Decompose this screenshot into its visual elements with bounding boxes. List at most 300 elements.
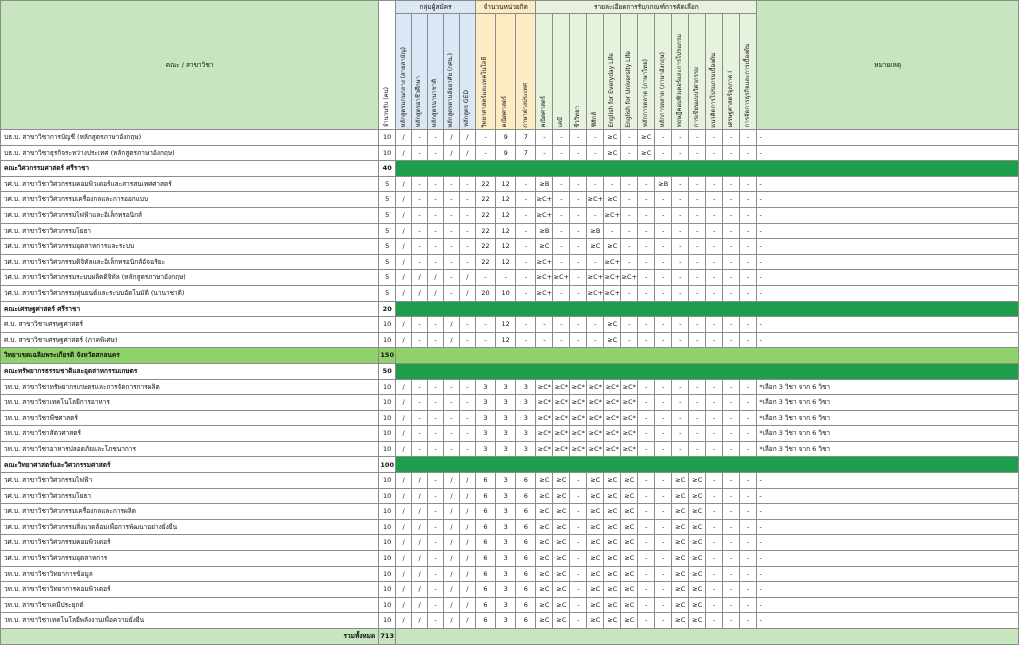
table-cell: - xyxy=(638,223,655,239)
table-cell: 3 xyxy=(496,535,516,551)
table-cell: 12 xyxy=(496,192,516,208)
major-name: วศ.บ. สาขาวิชาวิศวกรรมเครื่องกลและการออกแบบ xyxy=(1,192,379,208)
table-cell: - xyxy=(655,145,672,161)
table-cell: - xyxy=(689,145,706,161)
campus-bar xyxy=(396,348,1019,364)
table-cell: ≥C* xyxy=(587,379,604,395)
table-cell: ≥C+ xyxy=(536,207,553,223)
table-cell: ≥C xyxy=(604,551,621,567)
table-cell: - xyxy=(706,176,723,192)
major-name: วท.บ. สาขาวิชาพืชศาสตร์ xyxy=(1,410,379,426)
table-cell: ≥C xyxy=(536,535,553,551)
table-cell: - xyxy=(723,582,740,598)
table-cell: ≥C* xyxy=(570,441,587,457)
table-cell: 6 xyxy=(475,582,495,598)
table-cell: ≥C xyxy=(587,566,604,582)
table-cell: - xyxy=(428,535,444,551)
table-cell: - xyxy=(638,207,655,223)
table-cell: / xyxy=(396,207,412,223)
table-cell: - xyxy=(459,176,475,192)
table-cell: - xyxy=(459,254,475,270)
table-cell: - xyxy=(672,332,689,348)
table-cell: ≥C xyxy=(536,473,553,489)
table-cell: - xyxy=(706,270,723,286)
table-cell: - xyxy=(740,223,757,239)
faculty-quota: 40 xyxy=(379,161,396,177)
table-cell: 22 xyxy=(475,176,495,192)
table-cell: / xyxy=(396,551,412,567)
table-cell: - xyxy=(689,317,706,333)
table-cell: - xyxy=(740,426,757,442)
quota-cell: 10 xyxy=(379,379,396,395)
table-cell: ≥C* xyxy=(553,441,570,457)
table-cell: - xyxy=(723,223,740,239)
major-name: ศ.บ. สาขาวิชาเศรษฐศาสตร์ xyxy=(1,317,379,333)
table-cell: ≥C* xyxy=(536,426,553,442)
table-cell: - xyxy=(412,332,428,348)
table-cell: - xyxy=(655,519,672,535)
table-cell: - xyxy=(459,317,475,333)
table-cell: - xyxy=(740,519,757,535)
table-cell: ≥C xyxy=(536,566,553,582)
faculty-bar xyxy=(396,363,1019,379)
quota-cell: 5 xyxy=(379,254,396,270)
table-row xyxy=(1,317,1019,333)
quota-cell: 5 xyxy=(379,285,396,301)
table-cell: ≥C xyxy=(689,582,706,598)
table-cell: - xyxy=(655,207,672,223)
table-cell: / xyxy=(459,613,475,629)
table-cell: - xyxy=(516,285,536,301)
table-cell: 6 xyxy=(475,535,495,551)
quota-cell: 5 xyxy=(379,270,396,286)
table-row xyxy=(1,504,1019,520)
table-cell: - xyxy=(740,473,757,489)
table-cell: - xyxy=(570,566,587,582)
table-cell: / xyxy=(396,176,412,192)
major-name: วท.บ. สาขาวิชาเทคโนโลยีการอาหาร xyxy=(1,395,379,411)
table-cell: - xyxy=(459,192,475,208)
table-cell: - xyxy=(740,535,757,551)
table-cell: ≥C+ xyxy=(621,270,638,286)
table-cell: ≥C xyxy=(604,332,621,348)
table-cell: 3 xyxy=(516,426,536,442)
table-cell: - xyxy=(706,192,723,208)
table-cell: / xyxy=(459,473,475,489)
table-cell: ≥C xyxy=(536,597,553,613)
table-cell: - xyxy=(689,395,706,411)
major-name: บธ.บ. สาขาวิชาธุรกิจระหว่างประเทศ (หลักสูตรภาษาอังกฤษ) xyxy=(1,145,379,161)
table-cell: ≥C+ xyxy=(536,192,553,208)
faculty-quota: 100 xyxy=(379,457,396,473)
faculty-row xyxy=(1,161,1019,177)
table-cell: / xyxy=(396,441,412,457)
table-cell: / xyxy=(396,566,412,582)
table-cell: - xyxy=(570,597,587,613)
remark-cell: - xyxy=(757,504,1019,520)
column-header-credit: วิทยาศาสตร์และเทคโนโลยี xyxy=(475,14,495,130)
table-row xyxy=(1,285,1019,301)
table-cell: 6 xyxy=(475,473,495,489)
table-cell: - xyxy=(723,566,740,582)
table-cell: 22 xyxy=(475,223,495,239)
table-cell: - xyxy=(412,395,428,411)
table-cell: 3 xyxy=(516,441,536,457)
table-cell: / xyxy=(412,582,428,598)
table-cell: 3 xyxy=(475,426,495,442)
table-cell: - xyxy=(553,254,570,270)
table-row xyxy=(1,239,1019,255)
table-cell: ≥C xyxy=(672,566,689,582)
table-cell: 6 xyxy=(475,488,495,504)
table-cell: - xyxy=(740,410,757,426)
table-cell: - xyxy=(412,441,428,457)
table-cell: - xyxy=(428,426,444,442)
table-row xyxy=(1,207,1019,223)
remark-cell: - xyxy=(757,239,1019,255)
table-cell: ≥C xyxy=(587,488,604,504)
table-cell: - xyxy=(412,254,428,270)
quota-cell: 10 xyxy=(379,441,396,457)
table-cell: ≥C* xyxy=(621,426,638,442)
table-cell: - xyxy=(621,332,638,348)
table-cell: / xyxy=(396,270,412,286)
table-cell: - xyxy=(723,332,740,348)
table-cell: - xyxy=(570,504,587,520)
major-name: วศ.บ. สาขาวิชาวิศวกรรมโยธา xyxy=(1,223,379,239)
table-cell: - xyxy=(672,254,689,270)
table-cell: ≥C* xyxy=(621,441,638,457)
table-cell: - xyxy=(443,207,459,223)
table-cell: ≥C xyxy=(672,504,689,520)
table-cell: - xyxy=(428,597,444,613)
remark-cell: - xyxy=(757,551,1019,567)
table-cell: - xyxy=(655,535,672,551)
table-cell: ≥C xyxy=(621,613,638,629)
table-cell: 10 xyxy=(496,285,516,301)
table-cell: ≥C xyxy=(672,535,689,551)
major-name: วศ.บ. สาขาวิชาวิศวกรรมคอมพิวเตอร์ xyxy=(1,535,379,551)
table-cell: - xyxy=(723,192,740,208)
table-cell: / xyxy=(443,566,459,582)
table-cell: ≥C xyxy=(553,535,570,551)
table-cell: - xyxy=(621,239,638,255)
table-cell: - xyxy=(443,441,459,457)
quota-cell: 10 xyxy=(379,488,396,504)
table-cell: - xyxy=(570,582,587,598)
table-cell: - xyxy=(740,207,757,223)
major-name: วศ.บ. สาขาวิชาวิศวกรรมเครื่องกลและการผลิต xyxy=(1,504,379,520)
column-header-criterion: ฟิสิกส์ xyxy=(587,14,604,130)
table-cell: - xyxy=(570,613,587,629)
table-cell: - xyxy=(428,207,444,223)
table-cell: - xyxy=(570,239,587,255)
table-cell: / xyxy=(396,426,412,442)
table-cell: / xyxy=(396,613,412,629)
table-cell: - xyxy=(723,551,740,567)
table-cell: - xyxy=(412,379,428,395)
table-cell: 12 xyxy=(496,332,516,348)
table-cell: - xyxy=(706,223,723,239)
table-cell: - xyxy=(587,130,604,146)
column-header-applicant: หลักสูตรอาชีวศึกษา xyxy=(412,14,428,130)
table-cell: - xyxy=(443,395,459,411)
table-cell: ≥C* xyxy=(536,441,553,457)
table-cell: - xyxy=(655,488,672,504)
table-cell: - xyxy=(428,473,444,489)
quota-cell: 10 xyxy=(379,426,396,442)
table-cell: - xyxy=(672,317,689,333)
table-cell: / xyxy=(396,488,412,504)
table-cell: 3 xyxy=(475,395,495,411)
table-cell: - xyxy=(740,317,757,333)
table-cell: ≥C xyxy=(604,130,621,146)
quota-cell: 5 xyxy=(379,207,396,223)
group-header-criteria: รายละเอียดการรับ/เกณฑ์การคัดเลือก xyxy=(536,1,757,14)
table-cell: - xyxy=(723,473,740,489)
group-header-applicants: กลุ่มผู้สมัคร xyxy=(396,1,476,14)
table-cell: - xyxy=(689,192,706,208)
table-cell: - xyxy=(740,192,757,208)
quota-cell: 10 xyxy=(379,597,396,613)
table-cell: - xyxy=(412,145,428,161)
table-cell: / xyxy=(443,613,459,629)
table-cell: - xyxy=(428,504,444,520)
table-cell: - xyxy=(740,597,757,613)
table-cell: - xyxy=(587,145,604,161)
table-cell: ≥C xyxy=(689,597,706,613)
table-cell: - xyxy=(428,332,444,348)
table-cell: ≥C* xyxy=(536,379,553,395)
table-cell: - xyxy=(428,317,444,333)
table-cell: - xyxy=(412,426,428,442)
table-cell: - xyxy=(655,395,672,411)
table-cell: ≥C+ xyxy=(604,254,621,270)
column-header-criterion: คณิตศาสตร์ xyxy=(536,14,553,130)
table-cell: - xyxy=(672,223,689,239)
table-cell: / xyxy=(412,270,428,286)
table-cell: ≥B xyxy=(587,223,604,239)
table-cell: - xyxy=(570,223,587,239)
table-cell: - xyxy=(723,145,740,161)
table-cell: - xyxy=(621,176,638,192)
table-cell: - xyxy=(689,223,706,239)
table-cell: 6 xyxy=(516,535,536,551)
table-cell: / xyxy=(443,473,459,489)
table-cell: - xyxy=(672,270,689,286)
table-cell: / xyxy=(396,145,412,161)
table-cell: - xyxy=(706,535,723,551)
table-cell: - xyxy=(740,270,757,286)
table-cell: - xyxy=(723,239,740,255)
table-cell: ≥C xyxy=(553,582,570,598)
table-cell: ≥C* xyxy=(553,426,570,442)
table-cell: - xyxy=(672,395,689,411)
table-cell: ≥C* xyxy=(587,441,604,457)
table-row xyxy=(1,254,1019,270)
quota-cell: 10 xyxy=(379,519,396,535)
table-cell: / xyxy=(459,270,475,286)
table-cell: 7 xyxy=(516,130,536,146)
table-row xyxy=(1,441,1019,457)
table-cell: 3 xyxy=(496,582,516,598)
table-cell: - xyxy=(672,130,689,146)
table-cell: - xyxy=(587,176,604,192)
table-cell: ≥C* xyxy=(570,410,587,426)
quota-cell: 10 xyxy=(379,145,396,161)
column-header-applicant: หลักสูตรแกนกลาง (สายสามัญ) xyxy=(396,14,412,130)
table-cell: - xyxy=(638,270,655,286)
table-cell: - xyxy=(570,270,587,286)
table-cell: - xyxy=(428,488,444,504)
table-cell: - xyxy=(443,192,459,208)
quota-cell: 5 xyxy=(379,223,396,239)
group-header-credits: จำนวนหน่วยกิต xyxy=(475,1,536,14)
table-cell: 6 xyxy=(516,566,536,582)
table-cell: 3 xyxy=(475,379,495,395)
table-cell: - xyxy=(570,473,587,489)
table-cell: - xyxy=(638,597,655,613)
table-cell: ≥C* xyxy=(604,379,621,395)
remark-cell: - xyxy=(757,130,1019,146)
table-cell: 3 xyxy=(496,379,516,395)
table-cell: / xyxy=(443,145,459,161)
table-cell: - xyxy=(723,426,740,442)
table-cell: ≥C xyxy=(689,566,706,582)
table-cell: ≥C xyxy=(621,519,638,535)
remark-cell: - xyxy=(757,566,1019,582)
remark-cell: - xyxy=(757,519,1019,535)
table-cell: ≥C xyxy=(553,566,570,582)
table-cell: 3 xyxy=(496,566,516,582)
table-cell: - xyxy=(672,176,689,192)
table-cell: - xyxy=(587,207,604,223)
table-cell: - xyxy=(638,192,655,208)
table-cell: - xyxy=(516,332,536,348)
table-cell: - xyxy=(553,176,570,192)
table-cell: ≥C xyxy=(604,473,621,489)
table-cell: - xyxy=(655,317,672,333)
remark-cell: *เลือก 3 วิชา จาก 6 วิชา xyxy=(757,379,1019,395)
table-cell: ≥C* xyxy=(621,395,638,411)
table-row xyxy=(1,410,1019,426)
table-cell: - xyxy=(655,192,672,208)
faculty-row xyxy=(1,301,1019,317)
table-cell: - xyxy=(621,285,638,301)
table-cell: / xyxy=(412,551,428,567)
table-cell: ≥C xyxy=(553,597,570,613)
table-cell: - xyxy=(689,285,706,301)
table-cell: - xyxy=(723,535,740,551)
major-name: วท.บ. สาขาวิชาวิทยาการข้อมูล xyxy=(1,566,379,582)
table-cell: / xyxy=(459,130,475,146)
table-cell: ≥C xyxy=(553,473,570,489)
quota-cell: 10 xyxy=(379,535,396,551)
table-cell: ≥C* xyxy=(604,441,621,457)
column-header-name: คณะ / สาขาวิชา xyxy=(1,1,379,130)
table-cell: ≥C* xyxy=(570,426,587,442)
table-cell: - xyxy=(516,223,536,239)
table-cell: - xyxy=(638,582,655,598)
quota-cell: 10 xyxy=(379,613,396,629)
table-cell: - xyxy=(428,410,444,426)
table-cell: - xyxy=(689,239,706,255)
table-cell: - xyxy=(536,145,553,161)
remark-cell: - xyxy=(757,207,1019,223)
column-header-credit: คณิตศาสตร์ xyxy=(496,14,516,130)
table-cell: - xyxy=(689,410,706,426)
table-cell: - xyxy=(638,551,655,567)
table-cell: - xyxy=(516,239,536,255)
quota-cell: 10 xyxy=(379,395,396,411)
table-cell: / xyxy=(459,535,475,551)
total-bar xyxy=(396,629,1019,645)
table-row xyxy=(1,535,1019,551)
total-row xyxy=(1,629,1019,645)
table-cell: - xyxy=(740,332,757,348)
table-cell: 3 xyxy=(496,395,516,411)
table-cell: 3 xyxy=(496,519,516,535)
table-cell: ≥C+ xyxy=(587,285,604,301)
table-cell: - xyxy=(638,488,655,504)
table-cell: ≥C+ xyxy=(536,270,553,286)
table-row xyxy=(1,130,1019,146)
major-name: วท.บ. สาขาวิชาวิทยาการคอมพิวเตอร์ xyxy=(1,582,379,598)
table-cell: ≥C+ xyxy=(553,270,570,286)
table-cell: - xyxy=(412,239,428,255)
table-cell: / xyxy=(412,535,428,551)
table-cell: ≥B xyxy=(536,223,553,239)
table-cell: ≥C xyxy=(553,613,570,629)
table-cell: - xyxy=(723,130,740,146)
table-cell: - xyxy=(672,285,689,301)
faculty-name: คณะวิศวกรรมศาสตร์ ศรีราชา xyxy=(1,161,379,177)
remark-cell: - xyxy=(757,473,1019,489)
column-header-criterion: หลักการตลาด (ภาษาไทย) xyxy=(638,14,655,130)
table-cell: ≥C xyxy=(536,582,553,598)
table-cell: ≥C+ xyxy=(536,285,553,301)
table-cell: 9 xyxy=(496,130,516,146)
table-cell: - xyxy=(655,239,672,255)
table-cell: - xyxy=(706,145,723,161)
table-row xyxy=(1,426,1019,442)
quota-cell: 10 xyxy=(379,130,396,146)
table-cell: - xyxy=(706,613,723,629)
table-cell: - xyxy=(706,395,723,411)
table-row xyxy=(1,379,1019,395)
table-cell: / xyxy=(443,519,459,535)
table-row xyxy=(1,566,1019,582)
table-cell: ≥C* xyxy=(604,426,621,442)
table-cell: - xyxy=(475,332,495,348)
table-cell: - xyxy=(604,223,621,239)
table-cell: - xyxy=(740,582,757,598)
table-cell: - xyxy=(621,130,638,146)
table-cell: / xyxy=(412,519,428,535)
table-cell: / xyxy=(396,519,412,535)
table-cell: ≥C* xyxy=(553,410,570,426)
table-cell: - xyxy=(412,192,428,208)
remark-cell: - xyxy=(757,145,1019,161)
table-cell: 6 xyxy=(475,597,495,613)
column-header-applicant: หลักสูตรตามอัธยาศัย (กศน.) xyxy=(443,14,459,130)
table-row xyxy=(1,223,1019,239)
table-cell: - xyxy=(443,285,459,301)
table-cell: - xyxy=(638,441,655,457)
quota-cell: 10 xyxy=(379,566,396,582)
table-cell: ≥C+ xyxy=(536,254,553,270)
table-cell: ≥C xyxy=(689,488,706,504)
